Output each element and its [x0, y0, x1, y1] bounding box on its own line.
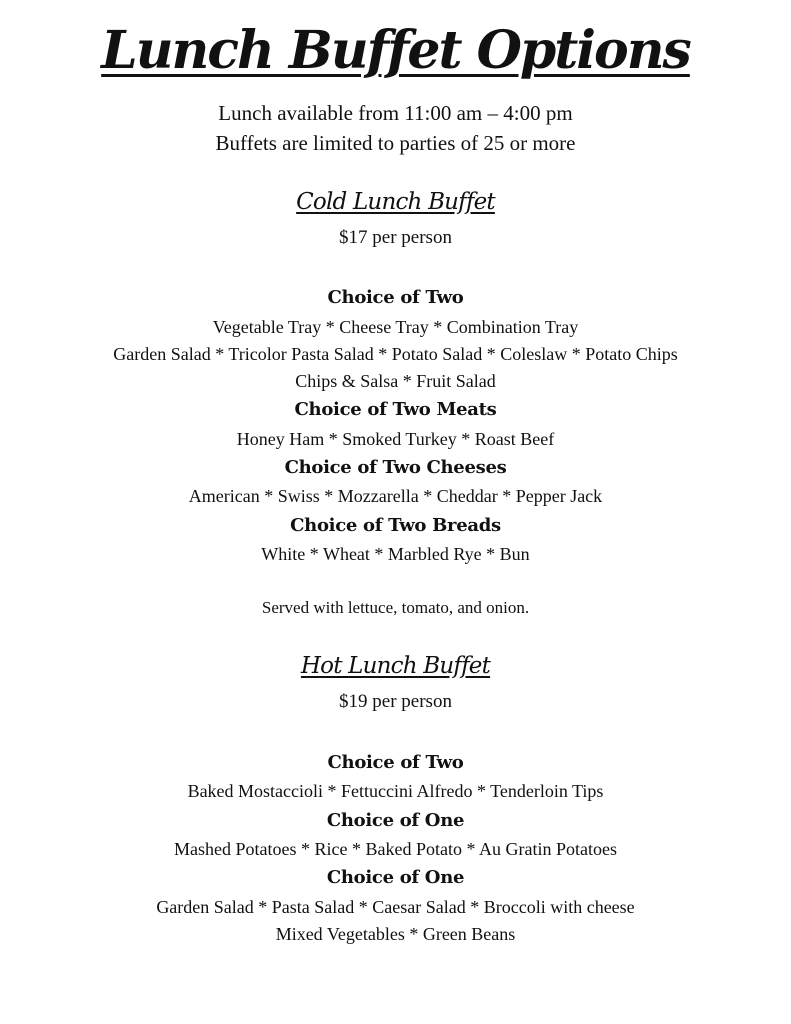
cold-group-heading: Choice of Two Meats [294, 399, 497, 420]
availability-text: Lunch available from 11:00 am – 4:00 pm [218, 101, 573, 125]
cold-group-items: American * Swiss * Mozzarella * Cheddar * Pepper Jack [188, 486, 603, 506]
cold-buffet-title: Cold Lunch Buffet [296, 189, 495, 215]
hot-group-heading: Choice of Two [327, 752, 464, 773]
hot-group-items: Mashed Potatoes * Rice * Baked Potato * Au Gratin Potatoes [174, 839, 617, 859]
page-title: Lunch Buffet Options [101, 20, 690, 81]
hot-buffet-title: Hot Lunch Buffet [300, 653, 491, 679]
cold-group-heading: Choice of Two Breads [290, 515, 501, 536]
party-size-text: Buffets are limited to parties of 25 or more [215, 131, 576, 155]
cold-group-items: Garden Salad * Tricolor Pasta Salad * Potato Salad * Coleslaw * Potato Chips [113, 344, 678, 364]
cold-buffet-note: Served with lettuce, tomato, and onion. [261, 598, 530, 617]
cold-group-heading: Choice of Two Cheeses [284, 457, 507, 478]
hot-group-heading: Choice of One [326, 867, 465, 888]
cold-group-items: Chips & Salsa * Fruit Salad [295, 371, 496, 391]
hot-buffet-price: $19 per person [339, 691, 452, 712]
cold-group-heading: Choice of Two [327, 287, 464, 308]
cold-group-items: White * Wheat * Marbled Rye * Bun [261, 544, 530, 564]
hot-group-items: Garden Salad * Pasta Salad * Caesar Salad * Broccoli with cheese [156, 897, 635, 917]
hot-group-heading: Choice of One [326, 810, 465, 831]
cold-group-items: Honey Ham * Smoked Turkey * Roast Beef [236, 429, 555, 449]
hot-group-items: Mixed Vegetables * Green Beans [275, 924, 516, 944]
cold-group-items: Vegetable Tray * Cheese Tray * Combination Tray [212, 317, 579, 337]
hot-group-items: Baked Mostaccioli * Fettuccini Alfredo * Tenderloin Tips [187, 781, 604, 801]
cold-buffet-price: $17 per person [339, 227, 452, 248]
